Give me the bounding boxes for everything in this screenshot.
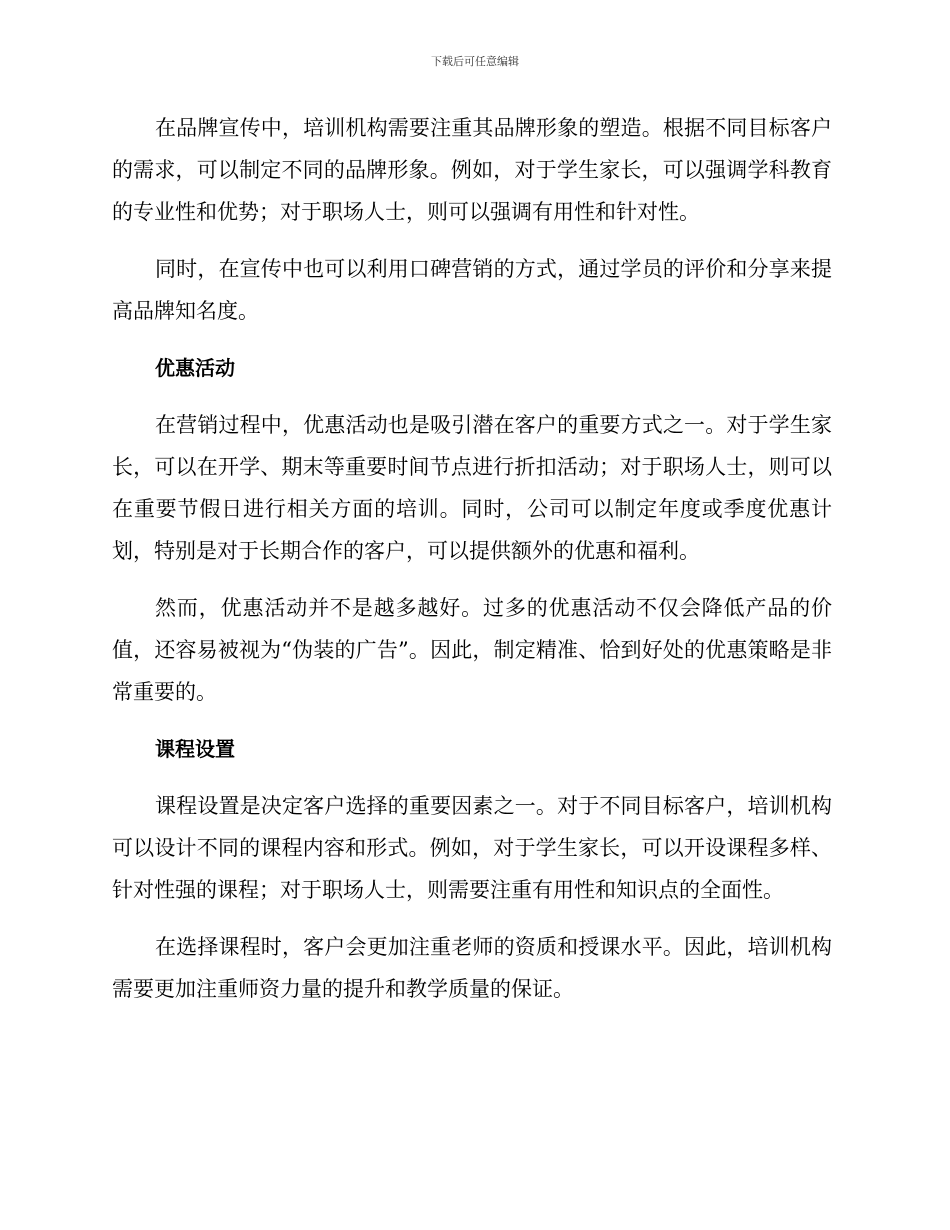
heading-course-settings: 课程设置	[155, 737, 235, 761]
document-body	[112, 107, 832, 1025]
header-note: 下载后可任意编辑	[431, 55, 519, 68]
paragraph-brand-image: 在品牌宣传中，培训机构需要注重其品牌形象的塑造。根据不同目标客户的需求，可以制定不同的品牌形象。例如，对于学生家长，可以强调学科教育的专业性和优势；对于职场人士，则可以强调有用性和针对性。	[112, 116, 832, 224]
paragraph-course-design: 课程设置是决定客户选择的重要因素之一。对于不同目标客户，培训机构可以设计不同的课程内容和形式。例如，对于学生家长，可以开设课程多样、针对性强的课程；对于职场人士，则需要注重有用性和知识点的全面性。	[112, 794, 832, 902]
paragraph-word-of-mouth: 同时，在宣传中也可以利用口碑营销的方式，通过学员的评价和分享来提高品牌知名度。	[112, 257, 832, 323]
paragraph-promotion-methods: 在营销过程中，优惠活动也是吸引潜在客户的重要方式之一。对于学生家长，可以在开学、期末等重要时间节点进行折扣活动；对于职场人士，则可以在重要节假日进行相关方面的培训。同时，公司可以制定年度或季度优惠计划，特别是对于长期合作的客户，可以提供额外的优惠和福利。	[112, 413, 832, 563]
paragraph-promotion-strategy: 然而，优惠活动并不是越多越好。过多的优惠活动不仅会降低产品的价值，还容易被视为“伪装的广告”。因此，制定精准、恰到好处的优惠策略是非常重要的。	[112, 596, 832, 704]
heading-promotions: 优惠活动	[155, 356, 235, 380]
paragraph-teacher-quality: 在选择课程时，客户会更加注重老师的资质和授课水平。因此，培训机构需要更加注重师资力量的提升和教学质量的保证。	[112, 935, 832, 1001]
